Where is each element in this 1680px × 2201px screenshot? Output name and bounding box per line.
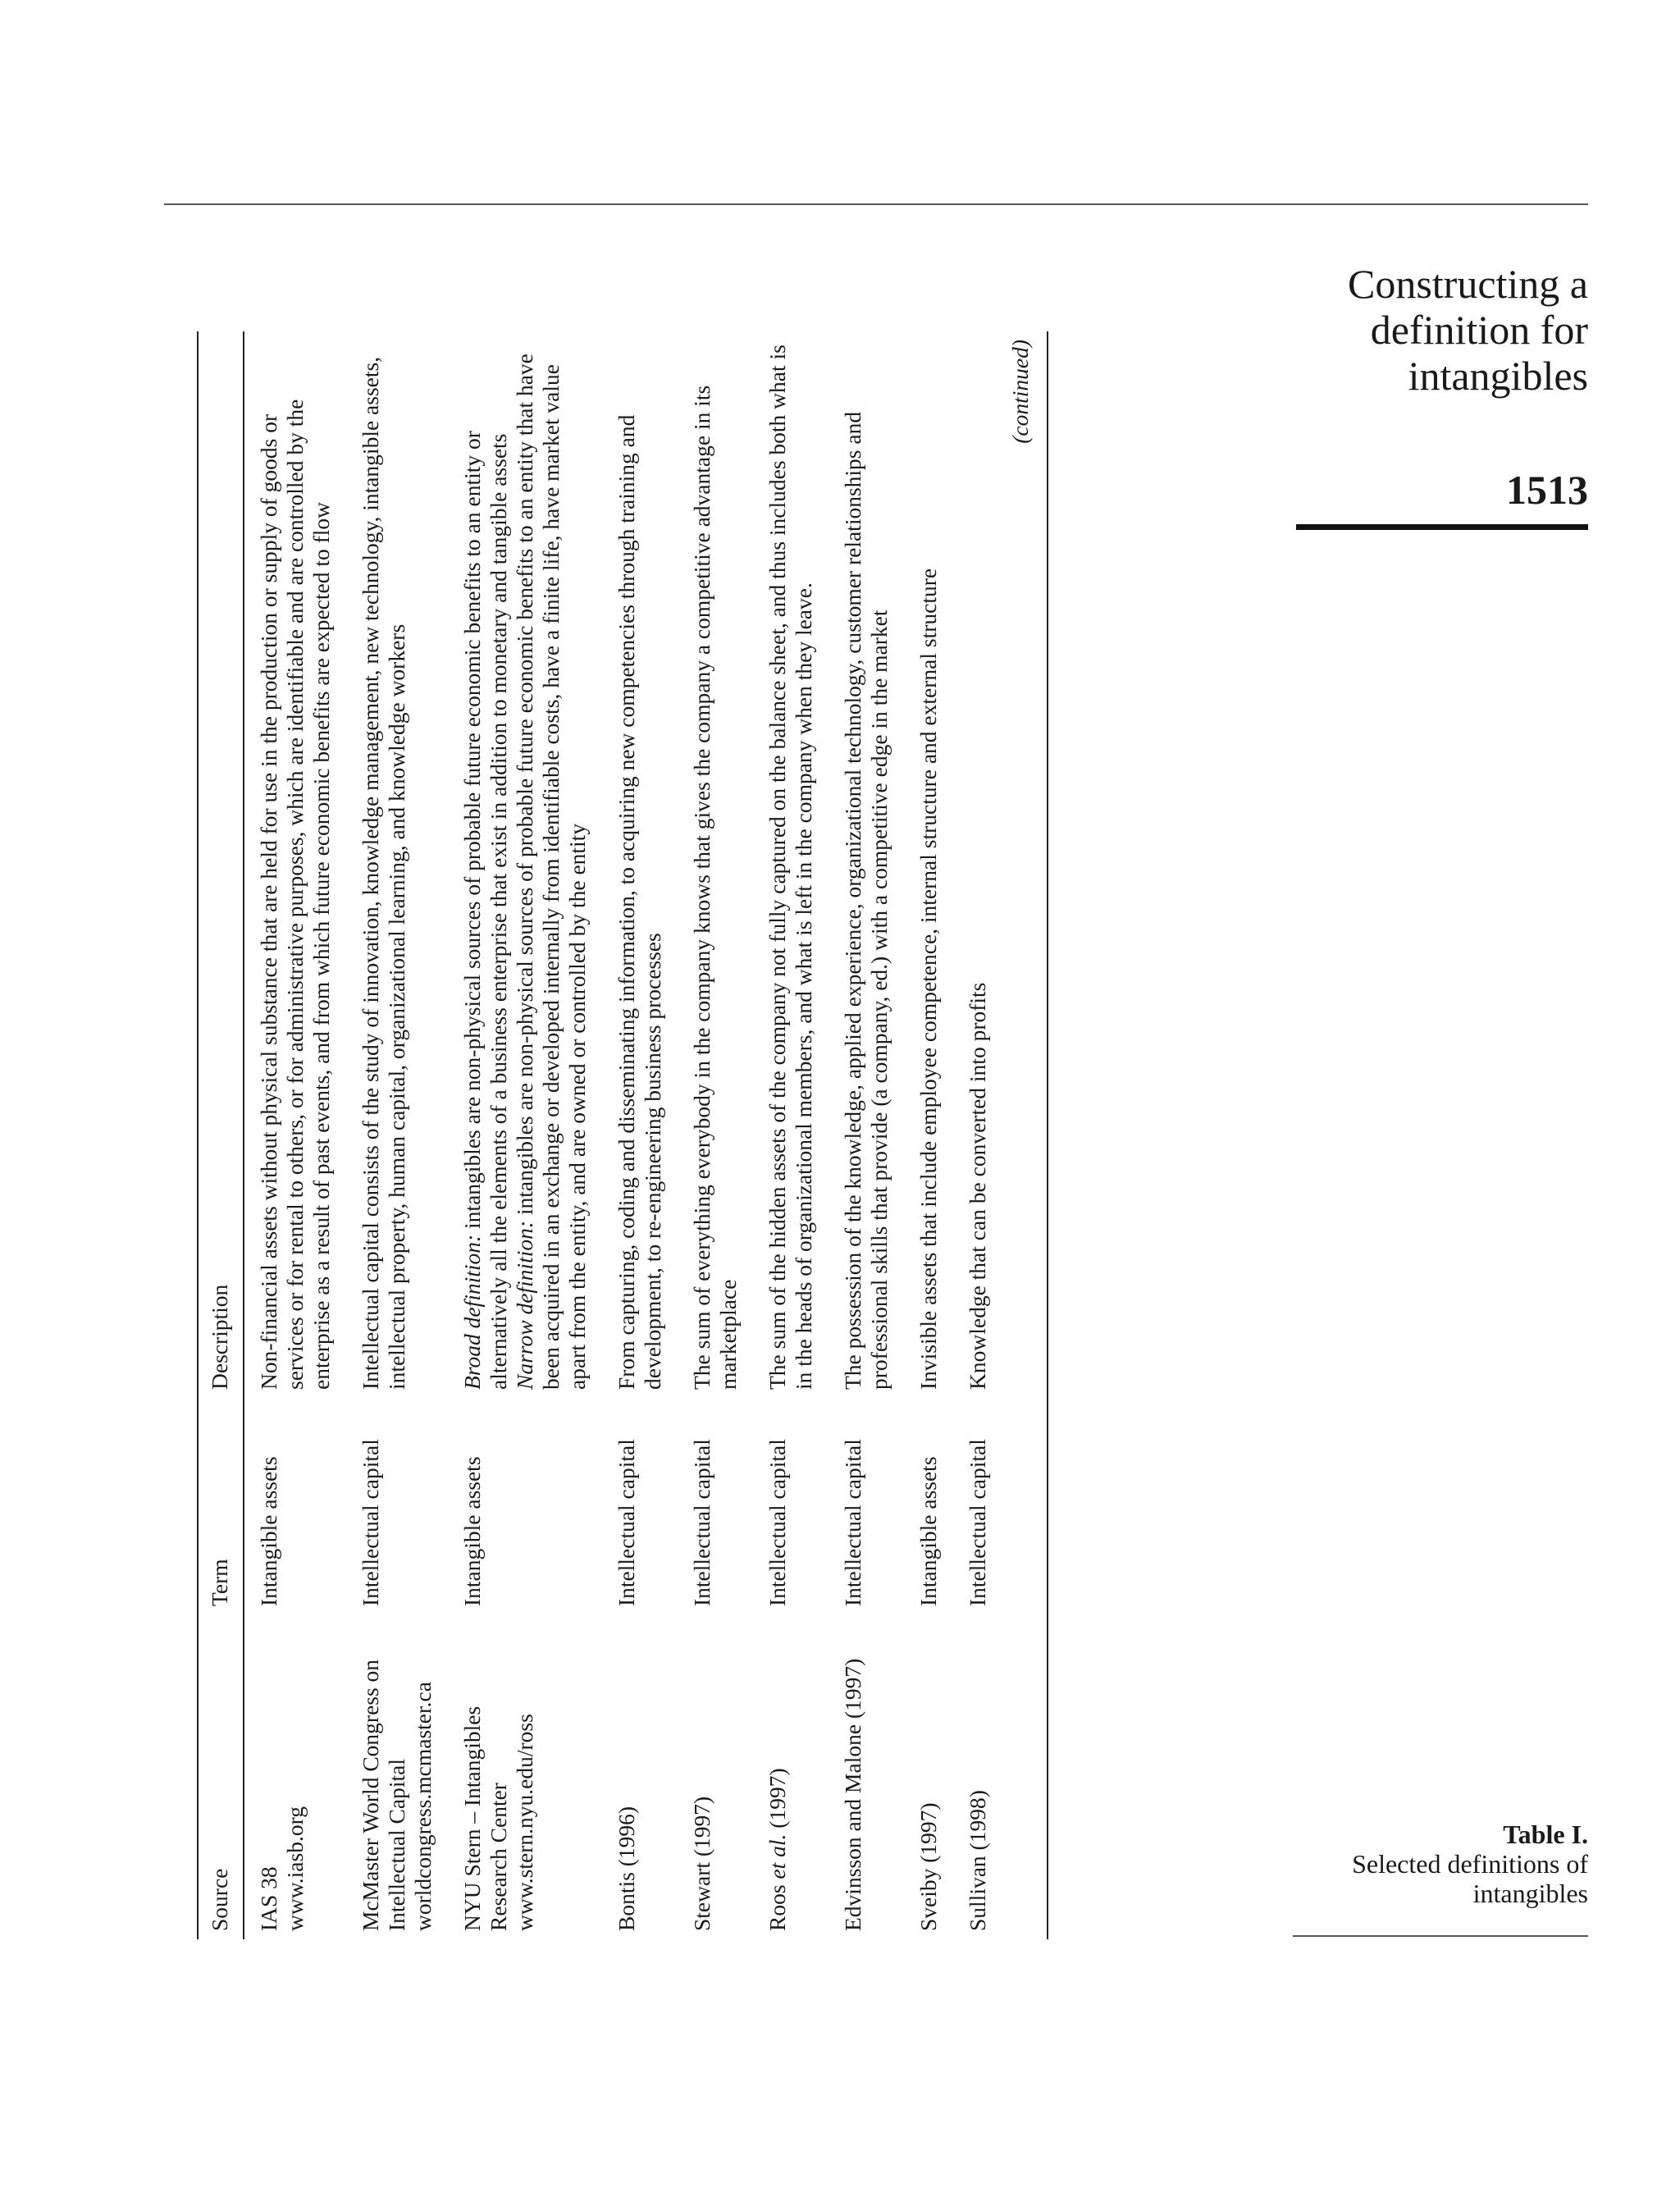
cell-source: Sullivan (1998) (965, 1790, 990, 1931)
table-row (448, 331, 602, 1939)
cell-term: Intellectual capital (840, 1439, 865, 1606)
cell-source: Roos et al. (1997) (765, 1768, 790, 1931)
cell-source: Bontis (1996) (614, 1806, 639, 1931)
cell-description: The possession of the knowledge, applied experience, organizational technology, customer relationships and professional skills that provide (a company, ed.) with a competitive edge in the market (840, 411, 892, 1390)
cell-source: Edvinsson and Malone (1997) (840, 1658, 865, 1931)
broad-definition: Broad definition: intangibles are non-physical sources of probable future economic benefits to an entity or alternatively all the elements of a business enterprise that exist in addition to monetary and tangible assets (459, 431, 511, 1390)
caption-label: Table I. (1503, 1820, 1588, 1849)
cell-term: Intellectual capital (965, 1439, 990, 1606)
top-rule (164, 203, 1588, 205)
continued-note: (continued) (1007, 340, 1033, 444)
table-row (904, 331, 953, 1939)
definitions-table-rotated (197, 266, 1234, 1939)
table-header-row (198, 331, 244, 1939)
continued-row (1002, 331, 1048, 1939)
cell-source: Stewart (1997) (689, 1796, 714, 1931)
definitions-table (197, 331, 1048, 1939)
table-caption (1309, 1820, 1588, 1908)
table-row (753, 331, 829, 1939)
cell-term: Intellectual capital (765, 1439, 790, 1606)
cell-description: Non-financial assets without physical substance that are held for use in the production or supply of goods or services or for rental to others, or for administrative purposes, which are identifiable and are controlled by the enterprise as a result of past events, and from which future economic benefits are expected to flow (256, 399, 334, 1390)
header-source: Source (207, 1868, 232, 1931)
header-term: Term (207, 1559, 232, 1606)
caption-rule (1293, 1935, 1588, 1937)
table-row (244, 331, 346, 1939)
table-row (829, 331, 904, 1939)
cell-term: Intellectual capital (689, 1439, 714, 1606)
cell-term: Intangible assets (915, 1456, 941, 1606)
running-title: Constructing a definition for intangibles (1347, 261, 1588, 399)
cell-description: From capturing, coding and disseminating information, to acquiring new competencies through training and development, to re-engineering business processes (614, 414, 665, 1390)
narrow-definition: Narrow definition: intangibles are non-physical sources of probable future economic benefits to an entity that have been acquired in an exchange or developed internally from identifiable costs, have a finite life, have market value apart from the entity, and are owned or controlled by the entity (512, 354, 590, 1390)
cell-source: NYU Stern – Intangibles Research Center www.stern.nyu.edu/ross (459, 1706, 537, 1931)
cell-term: Intellectual capital (614, 1439, 639, 1606)
cell-source: IAS 38 www.iasb.org (256, 1806, 308, 1931)
cell-source: Sveiby (1997) (915, 1802, 941, 1931)
header-description: Description (207, 1284, 232, 1390)
table-row (346, 331, 448, 1939)
cell-term: Intangible assets (256, 1456, 281, 1606)
cell-description: The sum of the hidden assets of the company not fully captured on the balance sheet, and thus includes both what is in the heads of organizational members, and what is left in the company when they leave. (765, 345, 816, 1390)
cell-source: McMaster World Congress on Intellectual Capital worldcongress.mcmaster.ca (358, 1659, 436, 1931)
cell-term: Intellectual capital (358, 1439, 383, 1606)
cell-description: Knowledge that can be converted into profits (965, 982, 990, 1390)
cell-description: The sum of everything everybody in the company knows that gives the company a competitive advantage in its marketplace (689, 385, 741, 1390)
table-row (678, 331, 753, 1939)
page-number-rule (1296, 524, 1588, 530)
cell-description: Invisible assets that include employee competence, internal structure and external structure (915, 568, 941, 1390)
page-number: 1513 (1506, 467, 1588, 513)
cell-description: Intellectual capital consists of the study of innovation, knowledge management, new technology, intangible assets, intellectual property, human capital, organizational learning, and knowledge workers (358, 356, 409, 1390)
cell-term: Intangible assets (459, 1456, 485, 1606)
table-row (953, 331, 1002, 1939)
cell-description (448, 331, 602, 1398)
caption-text: Selected definitions of intangibles (1352, 1849, 1588, 1908)
table-row (602, 331, 678, 1939)
